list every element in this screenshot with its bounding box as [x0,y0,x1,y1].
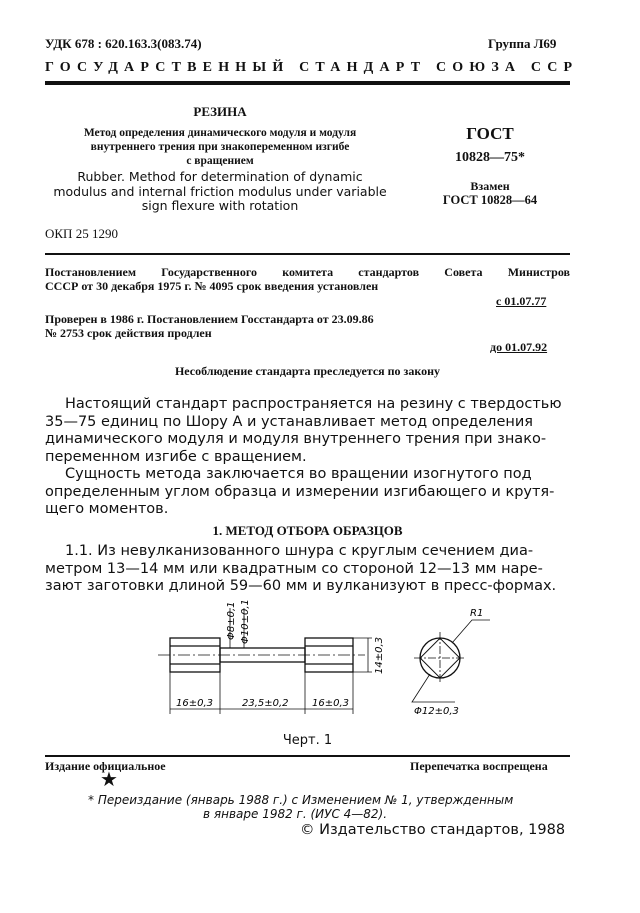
copyright: © Издательство стандартов, 1988 [300,822,566,838]
dim-round-diameter: Φ12±0,3 [414,706,459,717]
intro-date: с 01.07.77 [496,294,547,308]
section-heading: 1. МЕТОД ОТБОРА ОБРАЗЦОВ [212,523,403,538]
reissue-note-line-2: в январе 1982 г. (ИУС 4—82). [203,807,388,821]
specimen-side-view-drawing [150,596,410,726]
star-icon: ★ [100,769,118,791]
title-rule [45,253,570,255]
doc-title: РЕЗИНА [193,104,247,119]
ru-subtitle-line: с вращением [186,155,254,167]
ru-subtitle-line: Метод определения динамического модуля и модуля [83,127,357,139]
dim-length-right: 16±0,3 [312,698,350,709]
en-subtitle-line: modulus and internal friction modulus under variable [53,183,387,199]
reprint-prohibited: Перепечатка воспрещена [410,759,548,773]
specimen-cross-section-drawing [400,598,500,718]
en-subtitle [40,170,400,214]
paragraph-line: зают заготовки длиной 59—60 мм и вулканизуют в пресс-формах. [45,578,557,594]
gost-label: ГОСТ [466,124,514,143]
paragraph-line: щего моментов. [45,501,169,517]
valid-until-date: до 01.07.92 [490,340,548,354]
ru-subtitle-line: внутреннего трения при знакопеременном изгибе [90,141,350,153]
en-subtitle-line: Rubber. Method for determination of dynamic [77,169,363,184]
decree-line-1: Постановлением Государственного комитета стандартов Совета Министров [45,265,570,279]
gost-number: 10828—75* [455,150,525,165]
paragraph-line: переменном изгибе с вращением. [45,448,307,465]
figure-caption: Черт. 1 [282,733,333,748]
paragraph-line: метром 13—14 мм или квадратным со стороной 12—13 мм наре- [45,560,543,577]
replaces-label: Взамен [470,179,510,193]
dim-mid-diameter: Φ10±0,1 [240,599,251,644]
law-notice: Несоблюдение стандарта преследуется по закону [174,364,441,378]
okp-code: ОКП 25 1290 [45,226,118,241]
header-rule [45,81,570,85]
paragraph-line: Настоящий стандарт распространяется на резину с твердостью [65,396,562,412]
dim-radius: R1 [470,608,484,619]
group-code: Группа Л69 [488,36,557,51]
ru-subtitle [40,126,400,168]
reissue-note-line-1: * Переиздание (январь 1988 г.) с Изменением № 1, утвержденным [88,793,514,807]
paragraph-line: 1.1. Из невулканизованного шнура с круглым сечением диа- [65,543,534,559]
dim-length-middle: 23,5±0,2 [242,698,289,709]
decree-line-3: Проверен в 1986 г. Постановлением Госстандарта от 23.09.86 [45,312,374,326]
paragraph-3 [45,543,570,596]
paragraph-line: динамического модуля и модуля внутреннего трения при знако- [45,431,547,447]
paragraph-2 [45,466,565,519]
decree-line-2: СССР от 30 декабря 1975 г. № 4095 срок введения установлен [45,279,379,293]
dim-length-left: 16±0,3 [176,698,214,709]
replaces-value: ГОСТ 10828—64 [442,193,538,207]
footer-rule [45,755,570,757]
paragraph-1 [45,396,565,466]
dim-height: 14±0,3 [374,636,385,674]
decree-line-4: № 2753 срок действия продлен [45,326,212,340]
paragraph-line: 35—75 единиц по Шору А и устанавливает метод определения [45,413,534,430]
udk-code: УДК 678 : 620.163.3(083.74) [45,36,202,51]
official-edition: Издание официальное [45,759,166,773]
paragraph-line: Сущность метода заключается во вращении изогнутого под [65,466,532,482]
dim-small-diameter: Φ8±0,1 [226,601,237,640]
paragraph-line: определенным углом образца и измерении изгибающего и крутя- [45,483,555,500]
state-standard-banner: ГОСУДАРСТВЕННЫЙ СТАНДАРТ СОЮЗА ССР [45,60,579,75]
en-subtitle-line: sign flexure with rotation [141,198,299,213]
